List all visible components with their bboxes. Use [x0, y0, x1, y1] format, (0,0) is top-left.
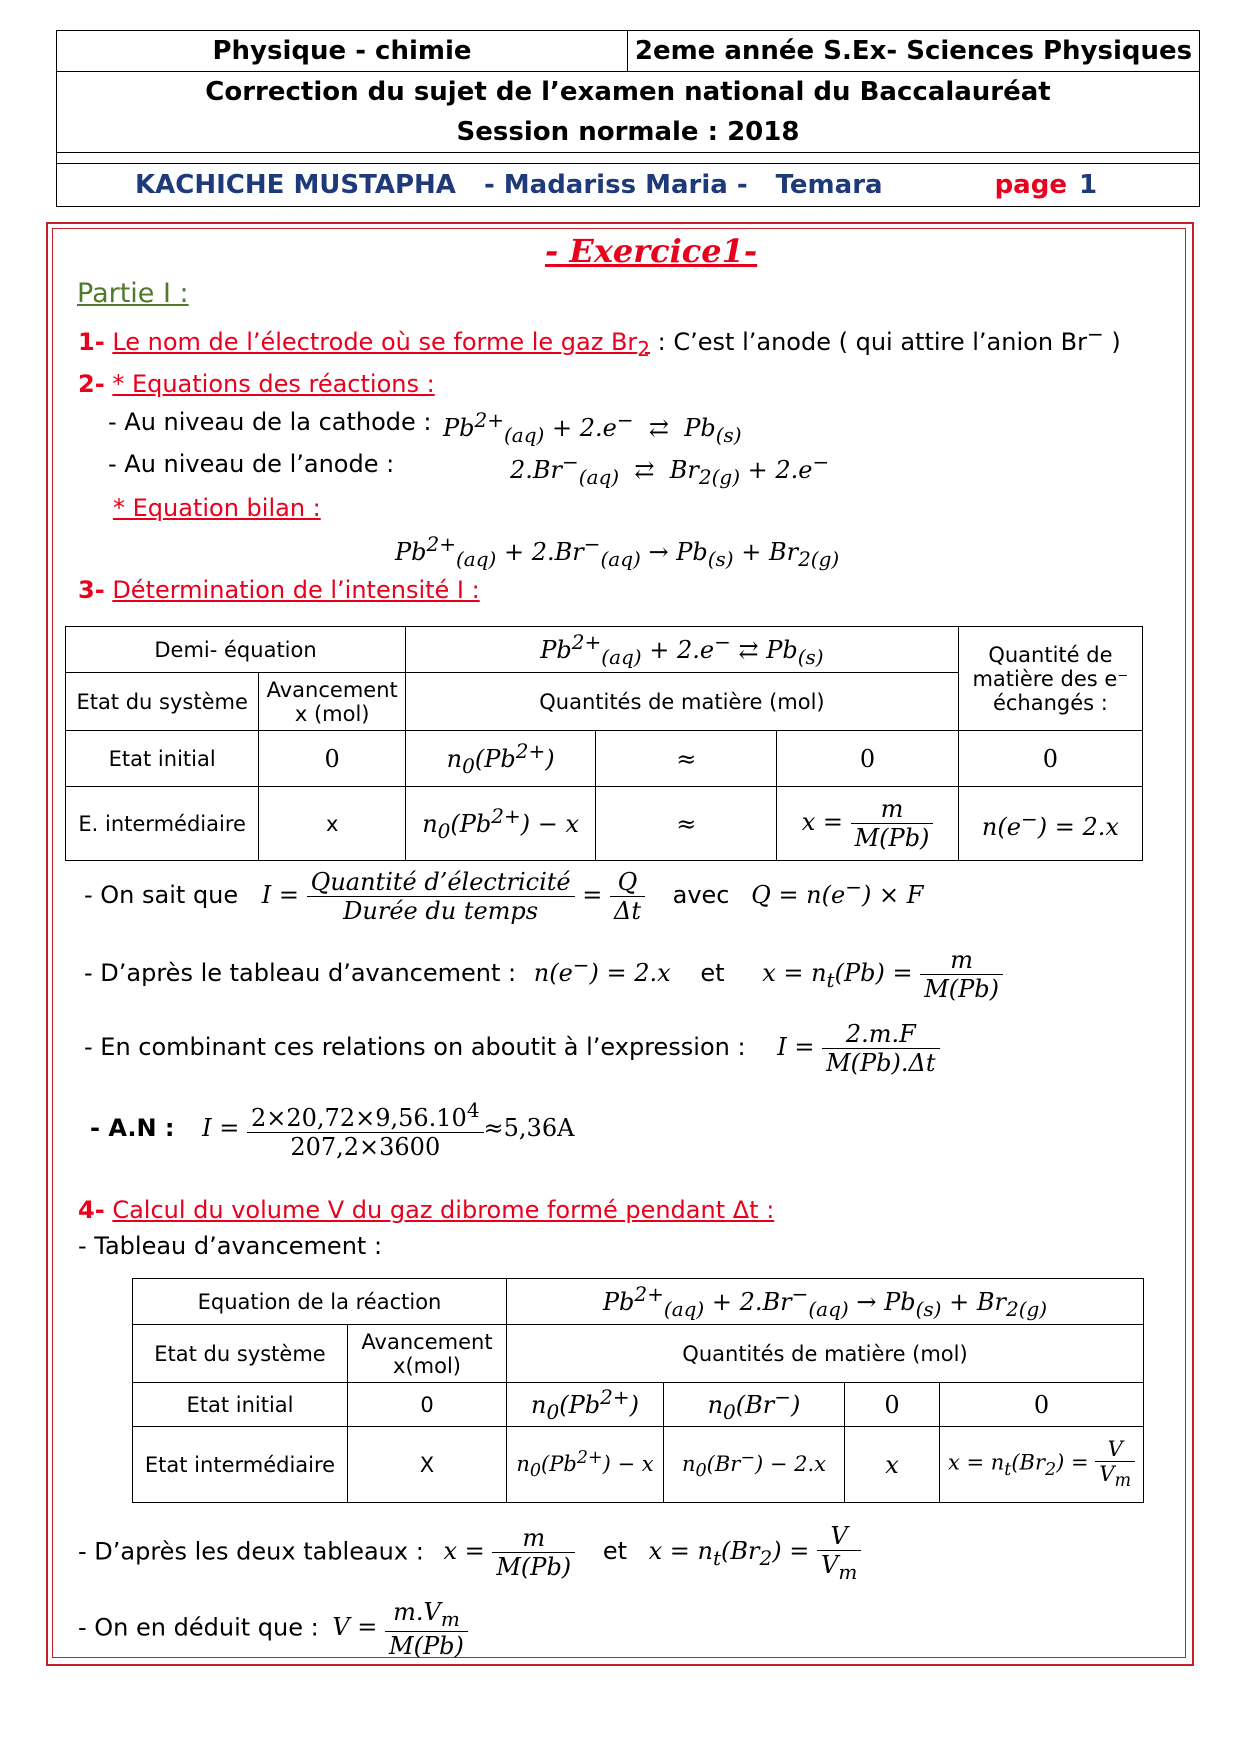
- q1-line: 1- Le nom de l’électrode où se forme le gaz $Br_2$ : C’est l’anode ( qui attire l’anion Br− ): [78, 322, 1121, 361]
- q3-line1: - On sait que I = $\frac{\text{Quantité d’électricité}}{\text{Durée du temps}}$ = $\frac{Q}{\Delta t}$ avec Q = n(e−) × F: [84, 868, 924, 925]
- anode-equation: $2.Br^-_{(aq)}$ ⇄ $Br_{2(g)} + 2.e^-$: [510, 450, 830, 489]
- q4-line2: - On en déduit que : V = $\frac{m.V_m}{M(Pb)}$: [78, 1598, 468, 1660]
- school: - Madariss Maria -: [483, 170, 748, 200]
- th-etat: Etat du système: [66, 673, 259, 731]
- cathode-equation: $Pb^{2+}_{(aq)} + 2.e^-$ ⇄ $Pb_{(s)}$: [443, 408, 742, 447]
- th-demi: Demi- équation: [66, 627, 406, 673]
- title-line2: Session normale : 2018: [456, 117, 800, 147]
- header-box: [56, 30, 1200, 207]
- q4-line1: - D’après les deux tableaux : x = $\frac{m}{M(Pb)}$ et $x = n_t(Br_2)$ = $\frac{V}{V_m}$: [78, 1522, 861, 1584]
- row2-inter-x: X: [348, 1427, 507, 1503]
- th-av: Avancement x (mol): [259, 673, 406, 731]
- q2-bilan-label: * Equation bilan :: [113, 494, 321, 522]
- q2-heading: 2- * Equations des réactions :: [78, 370, 435, 398]
- city: Temara: [775, 170, 883, 200]
- q3-an: - A.N : I = $\frac{2\times 20,72\times 9,56.10^4}{207,2\times 3600}$ ≈5,36A: [90, 1098, 575, 1161]
- th-qm: Quantités de matière (mol): [406, 673, 959, 731]
- q2-cathode-label: - Au niveau de la cathode :: [108, 408, 432, 436]
- exercise-title: - Exercice1-: [545, 232, 758, 270]
- row-initial-label: Etat initial: [66, 731, 259, 787]
- q3-line2: - D’après le tableau d’avancement : n(e−) = 2.x et $x = n_t(Pb)$ = $\frac{m}{M(Pb)}$: [84, 946, 1003, 1003]
- row-initial-x: 0: [259, 731, 406, 787]
- row-inter-x: x: [259, 787, 406, 861]
- level: 2eme année S.Ex- Sciences Physiques: [634, 36, 1193, 66]
- q4-heading: 4- Calcul du volume V du gaz dibrome formé pendant Δt :: [78, 1196, 775, 1224]
- author: KACHICHE MUSTAPHA: [135, 170, 456, 200]
- th-qe: Quantité de matière des e⁻ échangés :: [958, 627, 1142, 731]
- th-etat2: Etat du système: [133, 1325, 348, 1383]
- table-dibrome: Equation de la réaction $Pb^{2+}_{(aq)} + 2.Br^-_{(aq)} \to Pb_{(s)} + Br_{2(g)}$ Etat du système Avancement x(mol) Quantités de matière (mol) Etat initial 0 $n_0(Pb^{2+})$ $n_0(Br^-)$ 0 0 Etat intermédiaire X $n_0(Pb^{2+}) - x$ $n_0(Br^-) - 2.x$ x $x = n_t(Br_2)$ = $\frac{V}{V_m}$: [132, 1278, 1144, 1503]
- bilan-equation: $Pb^{2+}_{(aq)} + 2.Br^-_{(aq)} \to Pb_{(s)} + Br_{2(g)}$: [395, 532, 840, 571]
- q3-line3: - En combinant ces relations on aboutit à l’expression : I = $\frac{2.m.F}{M(Pb).\Delta t}$: [84, 1020, 940, 1077]
- title-line1: Correction du sujet de l’examen national du Baccalauréat: [205, 77, 1051, 107]
- th-av2: Avancement x(mol): [348, 1325, 507, 1383]
- th-eq: Equation de la réaction: [133, 1279, 507, 1325]
- subject: Physique - chimie: [57, 31, 628, 71]
- row2-inter-label: Etat intermédiaire: [133, 1427, 348, 1503]
- q3-heading: 3- Détermination de l’intensité I :: [78, 576, 480, 604]
- q4-table-intro: - Tableau d’avancement :: [78, 1232, 383, 1260]
- row2-initial-x: 0: [348, 1383, 507, 1427]
- part-title: Partie I :: [77, 278, 189, 309]
- th-qm2: Quantités de matière (mol): [507, 1325, 1144, 1383]
- page-label: page: [994, 170, 1067, 200]
- th-demi-eq: $Pb^{2+}_{(aq)} + 2.e^-$ ⇄ $Pb_{(s)}$: [406, 627, 959, 673]
- table-electrons: Demi- équation $Pb^{2+}_{(aq)} + 2.e^-$ ⇄ $Pb_{(s)}$ Quantité de matière des e⁻ échangés : Etat du système Avancement x (mol) Quantités de matière (mol) Etat initial 0 $n_0(Pb^{2+})$ ≈ 0 0 E. intermédiaire x $n_0(Pb^{2+}) - x$ ≈ x = $\frac{m}{M(Pb)}$ n(e−) = 2.x: [65, 626, 1143, 861]
- row-inter-label: E. intermédiaire: [66, 787, 259, 861]
- page-number: 1: [1078, 170, 1098, 200]
- q2-anode-label: - Au niveau de l’anode :: [108, 450, 395, 478]
- th-eq-formula: $Pb^{2+}_{(aq)} + 2.Br^-_{(aq)} \to Pb_{(s)} + Br_{2(g)}$: [507, 1279, 1144, 1325]
- row2-initial-label: Etat initial: [133, 1383, 348, 1427]
